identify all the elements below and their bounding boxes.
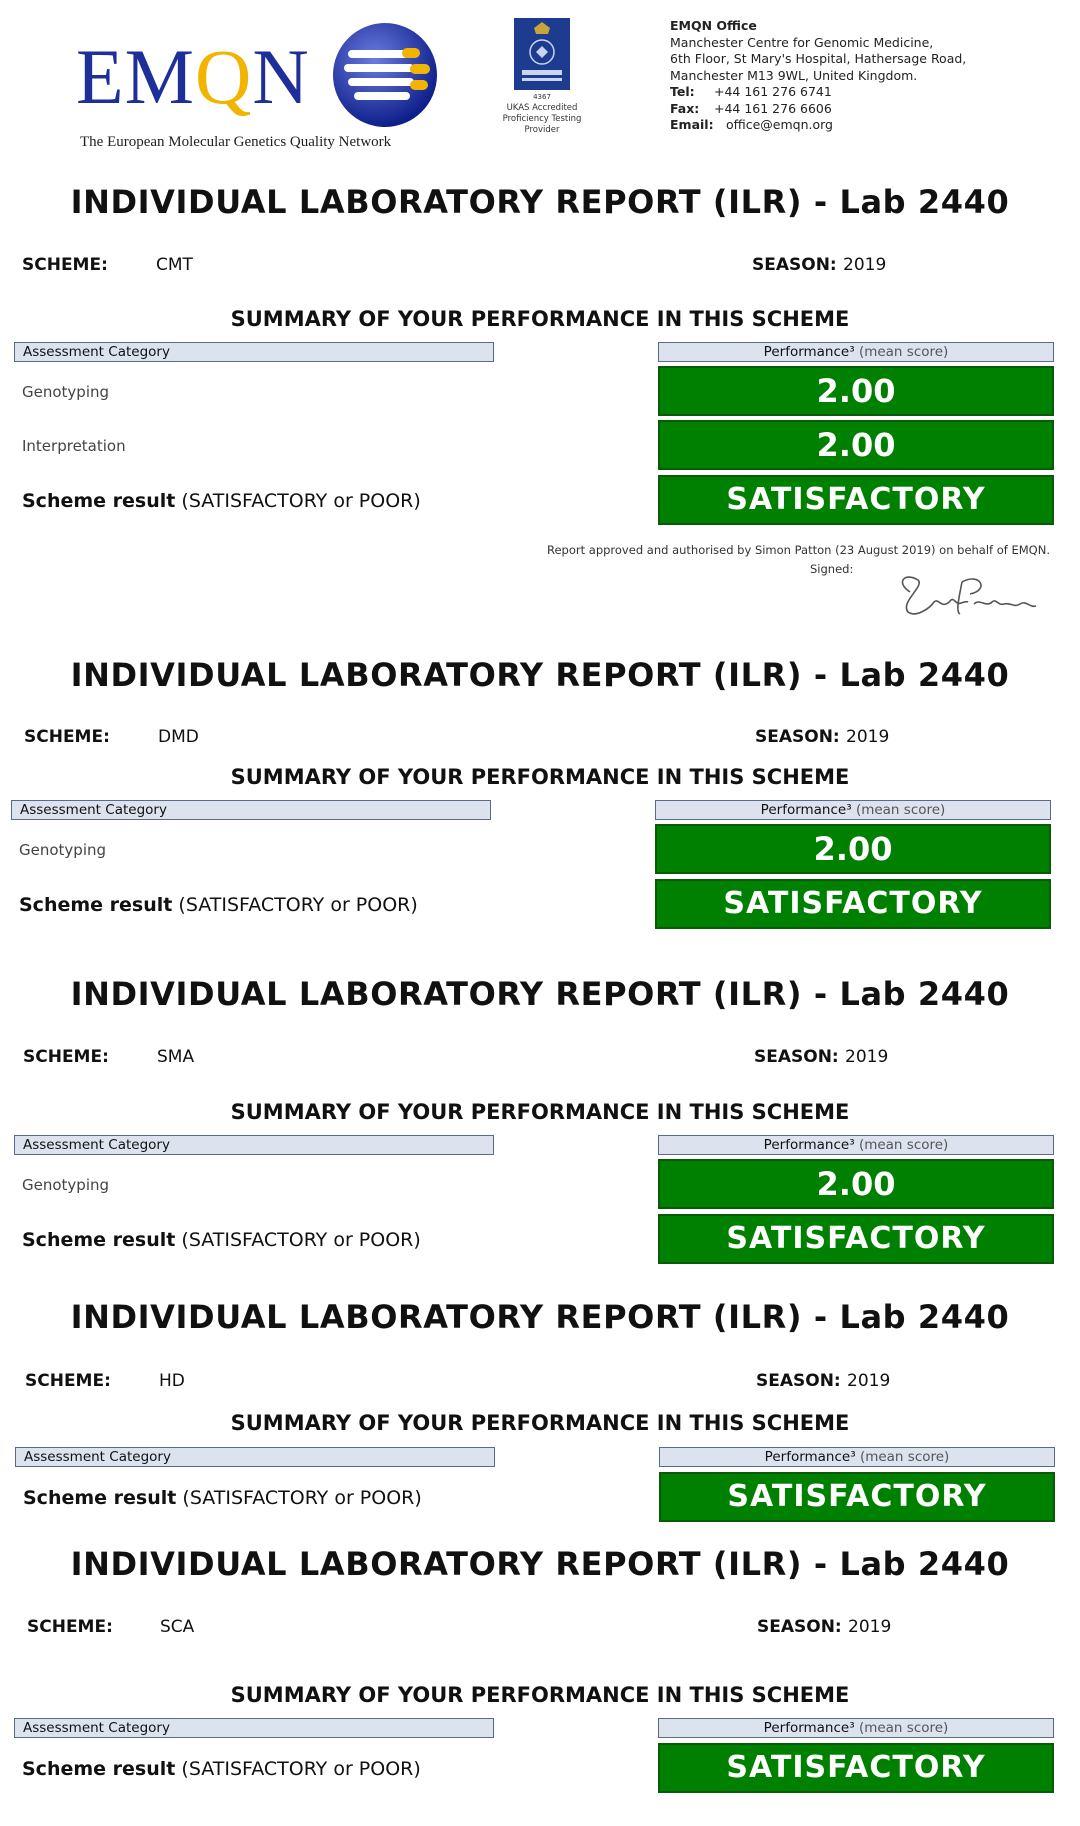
season-label: SEASON: (752, 255, 837, 275)
summary-heading: SUMMARY OF YOUR PERFORMANCE IN THIS SCHEME (230, 307, 850, 331)
season-label: SEASON: (755, 727, 840, 747)
scheme-value: DMD (158, 727, 199, 747)
score-box: 2.00 (658, 1159, 1054, 1209)
category-name: Interpretation (22, 437, 126, 455)
scheme-label: SCHEME: (27, 1617, 113, 1637)
emqn-logo (60, 18, 440, 158)
scheme-result-label: Scheme result (SATISFACTORY or POOR) (23, 1487, 422, 1509)
summary-heading: SUMMARY OF YOUR PERFORMANCE IN THIS SCHEME (230, 765, 850, 789)
scheme-result-label: Scheme result (SATISFACTORY or POOR) (22, 490, 421, 512)
scheme-label: SCHEME: (23, 1047, 109, 1067)
scheme-value: SMA (157, 1047, 195, 1067)
report-title: INDIVIDUAL LABORATORY REPORT (ILR) - Lab 2440 (70, 1298, 1010, 1336)
ukas-badge-icon (514, 18, 570, 90)
scheme-label: SCHEME: (22, 255, 108, 275)
globe-icon (330, 20, 440, 130)
office-contact (670, 18, 1010, 134)
performance-header: Performance³ (mean score) (658, 342, 1054, 362)
ukas-number: 4367 (533, 93, 551, 101)
season-label: SEASON: (754, 1047, 839, 1067)
score-box: 2.00 (655, 824, 1051, 874)
office-address-line: Manchester Centre for Genomic Medicine, (670, 34, 934, 50)
assessment-category-header: Assessment Category (14, 1718, 494, 1738)
season-value: 2019 (848, 1617, 892, 1637)
season-value: 2019 (843, 255, 887, 275)
report-title: INDIVIDUAL LABORATORY REPORT (ILR) - Lab 2440 (70, 975, 1010, 1013)
season-label: SEASON: (757, 1617, 842, 1637)
scheme-result-label: Scheme result (SATISFACTORY or POOR) (22, 1229, 421, 1251)
category-name: Genotyping (19, 841, 107, 859)
assessment-category-header: Assessment Category (11, 800, 491, 820)
ukas-caption: UKAS Accredited Proficiency Testing Provider (502, 103, 582, 135)
scheme-label: SCHEME: (25, 1371, 111, 1391)
assessment-category-header: Assessment Category (14, 1135, 494, 1155)
season-value: 2019 (847, 1371, 891, 1391)
report-title: INDIVIDUAL LABORATORY REPORT (ILR) - Lab 2440 (70, 656, 1010, 694)
tel-row: Tel: +44 161 276 6741 (670, 84, 832, 99)
logo-wordmark: EMQN (76, 33, 310, 120)
office-title: EMQN Office (670, 18, 757, 33)
approval-text: Report approved and authorised by Simon Patton (23 August 2019) on behalf of EMQN. (547, 543, 1050, 557)
result-box: SATISFACTORY (658, 475, 1054, 525)
report-title: INDIVIDUAL LABORATORY REPORT (ILR) - Lab 2440 (70, 183, 1010, 221)
scheme-value: CMT (156, 255, 193, 275)
season-value: 2019 (846, 727, 890, 747)
assessment-category-header: Assessment Category (15, 1447, 495, 1467)
scheme-value: SCA (160, 1617, 195, 1637)
scheme-label: SCHEME: (24, 727, 110, 747)
summary-heading: SUMMARY OF YOUR PERFORMANCE IN THIS SCHEME (230, 1683, 850, 1707)
season-value: 2019 (845, 1047, 889, 1067)
category-name: Genotyping (22, 1176, 110, 1194)
signature-image (890, 562, 1050, 622)
scheme-value: HD (159, 1371, 185, 1391)
summary-heading: SUMMARY OF YOUR PERFORMANCE IN THIS SCHEME (230, 1100, 850, 1124)
result-box: SATISFACTORY (658, 1214, 1054, 1264)
scheme-result-label: Scheme result (SATISFACTORY or POOR) (22, 1758, 421, 1780)
performance-header: Performance³ (mean score) (659, 1447, 1055, 1467)
office-address-line: 6th Floor, St Mary's Hospital, Hathersage Road, (670, 51, 967, 66)
season-label: SEASON: (756, 1371, 841, 1391)
office-address-line: Manchester M13 9WL, United Kingdom. (670, 67, 918, 83)
score-box: 2.00 (658, 366, 1054, 416)
performance-header: Performance³ (mean score) (658, 1135, 1054, 1155)
result-box: SATISFACTORY (655, 879, 1051, 929)
result-box: SATISFACTORY (659, 1472, 1055, 1522)
ukas-accreditation (486, 18, 598, 146)
signed-label: Signed: (810, 562, 854, 576)
result-box: SATISFACTORY (658, 1743, 1054, 1793)
report-title: INDIVIDUAL LABORATORY REPORT (ILR) - Lab 2440 (70, 1545, 1010, 1583)
email-row: Email: office@emqn.org (670, 117, 833, 132)
category-name: Genotyping (22, 383, 110, 401)
logo-tagline: The European Molecular Genetics Quality Network (80, 134, 392, 150)
performance-header: Performance³ (mean score) (658, 1718, 1054, 1738)
performance-header: Performance³ (mean score) (655, 800, 1051, 820)
score-box: 2.00 (658, 420, 1054, 470)
summary-heading: SUMMARY OF YOUR PERFORMANCE IN THIS SCHEME (230, 1411, 850, 1435)
scheme-result-label: Scheme result (SATISFACTORY or POOR) (19, 894, 418, 916)
fax-row: Fax: +44 161 276 6606 (670, 100, 832, 116)
assessment-category-header: Assessment Category (14, 342, 494, 362)
